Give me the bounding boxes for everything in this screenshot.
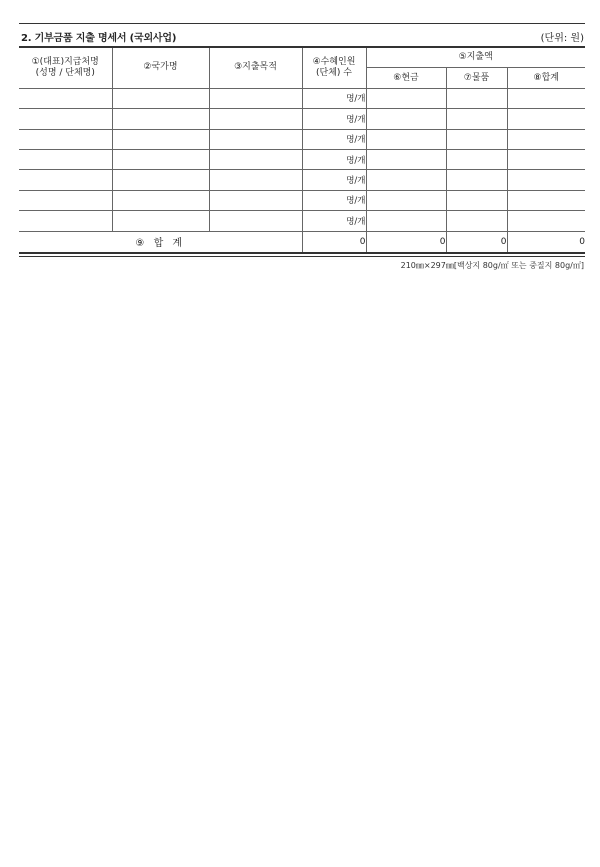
table-row: [19, 190, 585, 210]
bottom-rule: [19, 256, 585, 257]
recipients-cell[interactable]: 명/개: [302, 88, 366, 108]
table-row: [19, 170, 585, 190]
recipients-cell[interactable]: 명/개: [302, 190, 366, 210]
purpose-cell[interactable]: [209, 149, 302, 169]
total-recipients: 0: [302, 231, 366, 253]
total-sum: 0: [507, 231, 585, 253]
payee-cell[interactable]: [19, 190, 112, 210]
cash-cell[interactable]: [366, 149, 446, 169]
col-header-cash: ⑥현금: [366, 68, 446, 88]
col-header-payee: ①(대표)지급처명 (성명 / 단체명): [19, 47, 112, 88]
sum-cell[interactable]: [507, 149, 585, 169]
goods-cell[interactable]: [446, 88, 507, 108]
cash-cell[interactable]: [366, 190, 446, 210]
recipients-cell[interactable]: 명/개: [302, 129, 366, 149]
sum-cell[interactable]: [507, 211, 585, 231]
payee-cell[interactable]: [19, 149, 112, 169]
col-header-purpose: ③지출목적: [209, 47, 302, 88]
payee-cell[interactable]: [19, 170, 112, 190]
payee-cell[interactable]: [19, 129, 112, 149]
cash-cell[interactable]: [366, 170, 446, 190]
total-label: ⑨ 합 계: [19, 231, 302, 253]
country-cell[interactable]: [112, 149, 209, 169]
cash-cell[interactable]: [366, 129, 446, 149]
sum-cell[interactable]: [507, 190, 585, 210]
purpose-cell[interactable]: [209, 170, 302, 190]
recipients-cell[interactable]: 명/개: [302, 211, 366, 231]
payee-cell[interactable]: [19, 88, 112, 108]
expenditure-table: [19, 46, 585, 254]
paper-spec-footnote: 210㎜×297㎜[백상지 80g/㎡ 또는 중질지 80g/㎡]: [400, 261, 584, 270]
cash-cell[interactable]: [366, 211, 446, 231]
recipients-cell[interactable]: 명/개: [302, 109, 366, 129]
country-cell[interactable]: [112, 190, 209, 210]
purpose-cell[interactable]: [209, 88, 302, 108]
country-cell[interactable]: [112, 88, 209, 108]
cash-cell[interactable]: [366, 109, 446, 129]
goods-cell[interactable]: [446, 190, 507, 210]
purpose-cell[interactable]: [209, 211, 302, 231]
purpose-cell[interactable]: [209, 190, 302, 210]
country-cell[interactable]: [112, 109, 209, 129]
goods-cell[interactable]: [446, 109, 507, 129]
total-goods: 0: [446, 231, 507, 253]
country-cell[interactable]: [112, 170, 209, 190]
col-header-goods: ⑦물품: [446, 68, 507, 88]
sum-cell[interactable]: [507, 88, 585, 108]
goods-cell[interactable]: [446, 149, 507, 169]
table-row: [19, 129, 585, 149]
top-rule: [19, 23, 585, 24]
unit-label: (단위: 원): [540, 33, 584, 44]
purpose-cell[interactable]: [209, 129, 302, 149]
payee-cell[interactable]: [19, 109, 112, 129]
country-cell[interactable]: [112, 129, 209, 149]
sum-cell[interactable]: [507, 109, 585, 129]
goods-cell[interactable]: [446, 170, 507, 190]
col-header-sum: ⑧합계: [507, 68, 585, 88]
recipients-cell[interactable]: 명/개: [302, 149, 366, 169]
col-header-recipients: ④수혜인원 (단체) 수: [302, 47, 366, 88]
table-row: [19, 211, 585, 231]
country-cell[interactable]: [112, 211, 209, 231]
purpose-cell[interactable]: [209, 109, 302, 129]
payee-cell[interactable]: [19, 211, 112, 231]
sum-cell[interactable]: [507, 170, 585, 190]
recipients-cell[interactable]: 명/개: [302, 170, 366, 190]
total-cash: 0: [366, 231, 446, 253]
table-row: [19, 149, 585, 169]
section-title: 2. 기부금품 지출 명세서 (국외사업): [21, 33, 177, 44]
table-row: [19, 88, 585, 108]
goods-cell[interactable]: [446, 211, 507, 231]
table-row: [19, 109, 585, 129]
sum-cell[interactable]: [507, 129, 585, 149]
cash-cell[interactable]: [366, 88, 446, 108]
col-header-amount: ⑤지출액: [366, 47, 585, 68]
col-header-country: ②국가명: [112, 47, 209, 88]
goods-cell[interactable]: [446, 129, 507, 149]
total-row: [19, 231, 585, 253]
